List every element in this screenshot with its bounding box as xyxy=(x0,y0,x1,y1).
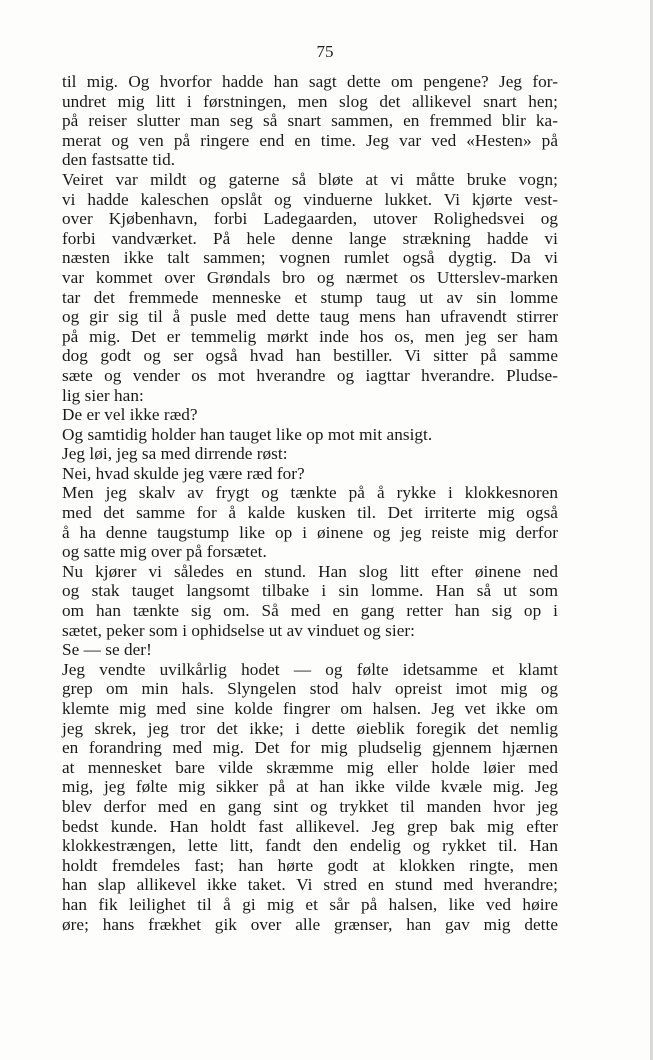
text-line: Og samtidig holder han tauget like op mot mit ansigt. xyxy=(62,424,433,444)
text-line: Jeg vendte uvilkårlig hodet — og følte idetsamme et klamt xyxy=(62,659,558,679)
text-line: på mig. Det er temmelig mørkt inde hos os, men jeg ser ham xyxy=(62,326,558,346)
text-line: sætet, peker som i ophidselse ut av vinduet og sier: xyxy=(62,620,415,640)
text-line: en forandring med mig. Det for mig pludselig gjennem hjærnen xyxy=(62,738,558,758)
text-line: han fik leilighet til å gi mig et sår på halsen, like ved høire xyxy=(62,894,558,914)
text-line: til mig. Og hvorfor hadde han sagt dette om pengene? Jeg for- xyxy=(62,72,558,91)
text-line: var kommet over Grøndals bro og nærmet os Utterslev-marken xyxy=(62,267,558,287)
text-line: over Kjøbenhavn, forbi Ladegaarden, utover Rolighedsvei og xyxy=(62,209,558,229)
text-line: Nei, hvad skulde jeg være ræd for? xyxy=(62,463,305,483)
text-line: undret mig litt i førstningen, men slog det allikevel snart hen; xyxy=(62,91,558,111)
text-line: å ha denne taugstump like op i øinene og jeg reiste mig derfor xyxy=(62,522,558,542)
text-line: Men jeg skalv av frygt og tænkte på å rykke i klokkesnoren xyxy=(62,483,558,503)
text-line: klemte mig med sine kolde fingrer om halsen. Jeg vet ikke om xyxy=(62,699,558,718)
text-line: grep om min hals. Slyngelen stod halv opreist imot mig og xyxy=(62,679,558,699)
text-line: lig sier han: xyxy=(62,385,144,405)
text-line: klokkestrængen, lette litt, fandt den endelig og rykket til. Han xyxy=(62,836,558,856)
text-line: Veiret var mildt og gaterne så bløte at vi måtte bruke vogn; xyxy=(62,169,558,189)
text-line: og stak tauget langsomt tilbake i sin lomme. Han så ut som xyxy=(62,581,558,601)
text-line: og satte mig over på forsætet. xyxy=(62,542,267,562)
text-line: forbi vandværket. På hele denne lange strækning hadde vi xyxy=(62,228,558,248)
text-line: næsten ikke talt sammen; vognen rumlet også dygtig. Da vi xyxy=(62,248,558,268)
text-line: tar det fremmede menneske et stump taug ut av sin lomme xyxy=(62,287,558,307)
text-line: og gir sig til å pusle med dette taug mens han ufravendt stirrer xyxy=(62,307,558,327)
text-line: merat og ven på ringere end en time. Jeg var ved «Hesten» på xyxy=(62,130,558,150)
text-line: sæte og vender os mot hverandre og iagttar hverandre. Pludse- xyxy=(62,365,558,385)
page-number: 75 xyxy=(316,42,334,61)
text-line: med det samme for å kalde kusken til. Det irriterte mig også xyxy=(62,503,558,523)
body-text xyxy=(62,72,558,934)
text-line: holdt fremdeles fast; han hørte godt at klokken ringte, men xyxy=(62,855,558,875)
text-line: Jeg løi, jeg sa med dirrende røst: xyxy=(62,444,288,464)
text-line: om han tænkte sig om. Så med en gang retter han sig op i xyxy=(62,601,558,621)
text-line: vi hadde kaleschen opslåt og vinduerne lukket. Vi kjørte vest- xyxy=(62,189,558,209)
text-line: den fastsatte tid. xyxy=(62,150,176,170)
text-line: at mennesket bare vilde skræmme mig eller holde løier med xyxy=(62,757,558,777)
text-line: han slap allikevel ikke taket. Vi stred en stund med hverandre; xyxy=(62,875,558,895)
text-line: øre; hans frækhet gik over alle grænser, han gav mig dette xyxy=(62,914,558,934)
text-line: jeg skrek, jeg tror det ikke; i dette øieblik foregik det nemlig xyxy=(62,718,558,738)
text-line: på reiser slutter man seg så snart sammen, en fremmed blir ka- xyxy=(62,111,558,131)
text-line: bedst kunde. Han holdt fast allikevel. Jeg grep bak mig efter xyxy=(62,816,558,836)
text-line: dog godt og ser også hvad han bestiller. Vi sitter på samme xyxy=(62,346,558,366)
text-line: De er vel ikke ræd? xyxy=(62,405,198,425)
text-line: Nu kjører vi således en stund. Han slog litt efter øinene ned xyxy=(62,561,558,581)
text-line: Se — se der! xyxy=(62,640,152,660)
text-line: blev derfor med en gang sint og trykket til manden hvor jeg xyxy=(62,796,558,816)
text-line: mig, jeg følte mig sikker på at han ikke vilde kvæle mig. Jeg xyxy=(62,777,558,797)
